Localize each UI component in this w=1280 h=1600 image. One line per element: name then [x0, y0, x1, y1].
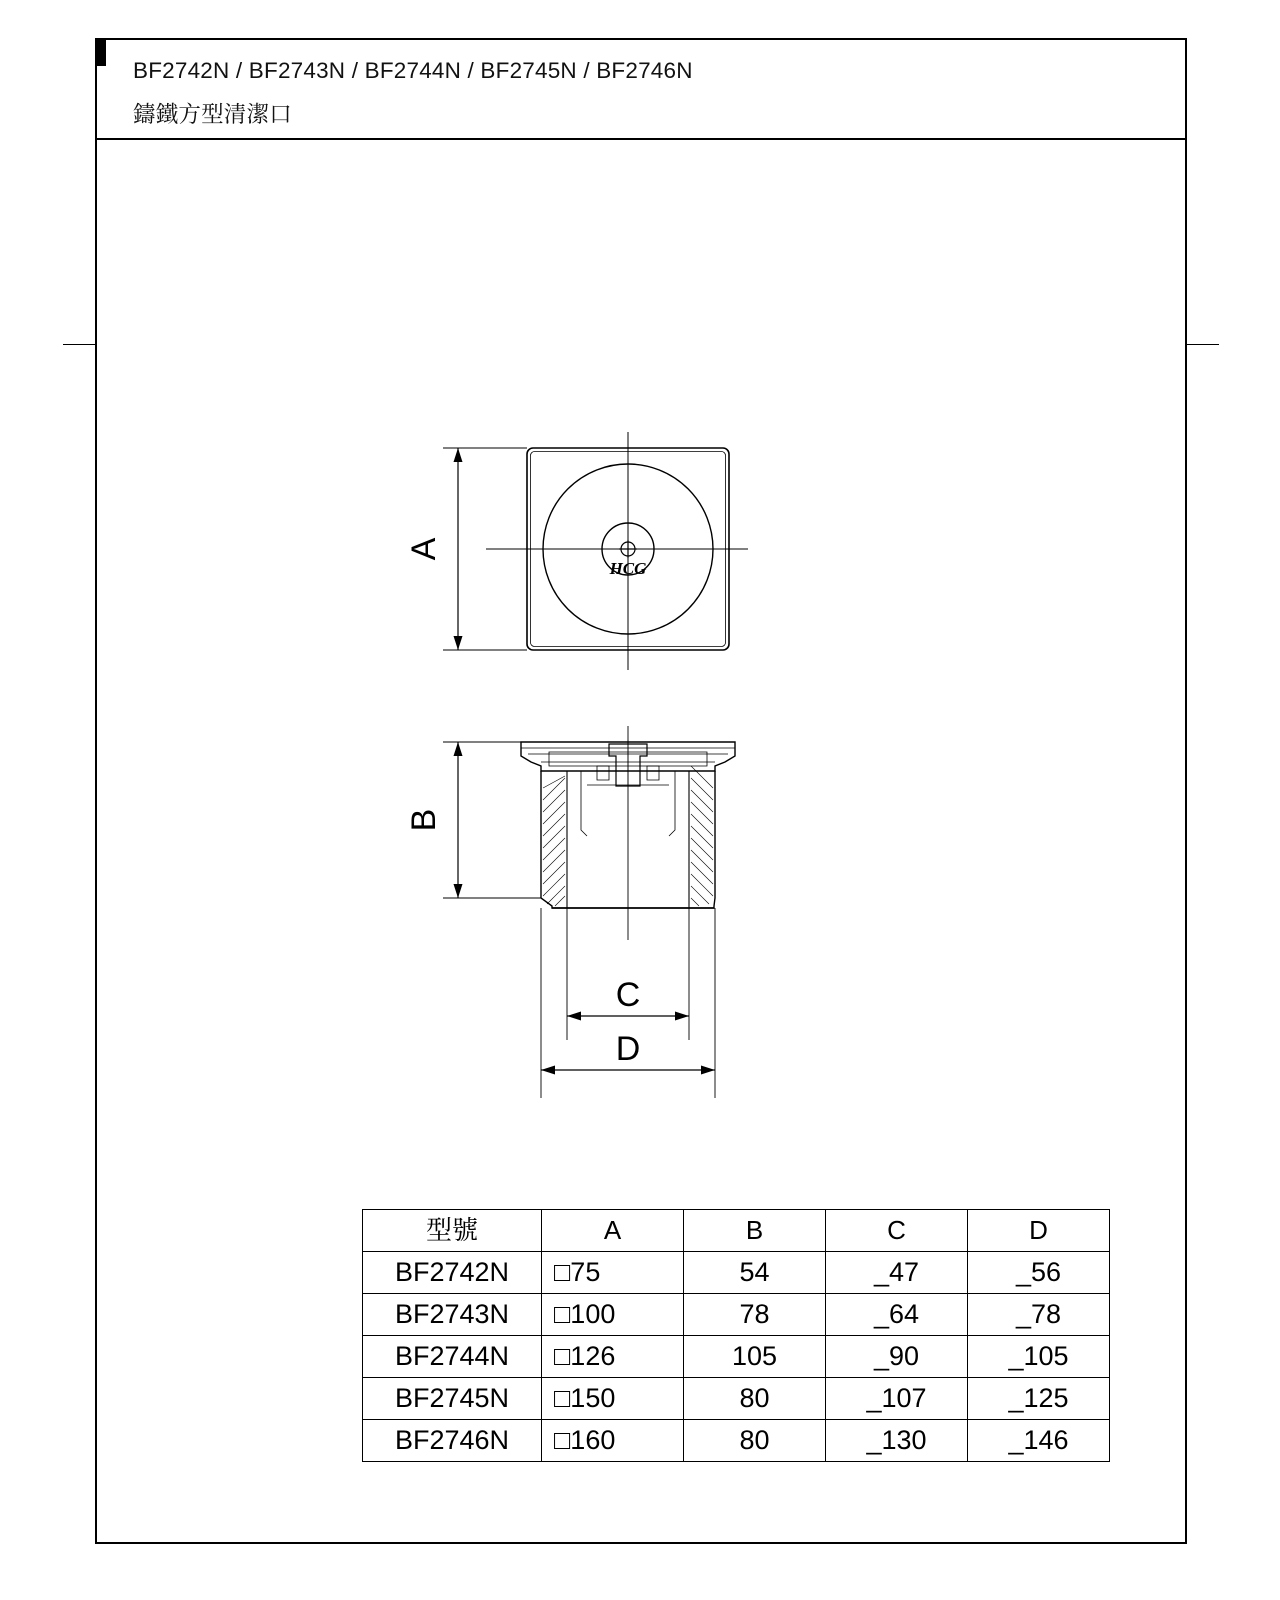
- top-view-square-plate: [527, 448, 729, 650]
- cell-d: _78: [968, 1294, 1110, 1336]
- dimension-c-label: C: [615, 976, 641, 1014]
- top-view-screw-head: [619, 540, 637, 558]
- table-row: [363, 1252, 1110, 1294]
- dimension-extension-lines: [541, 908, 715, 1098]
- cell-model: BF2746N: [363, 1420, 542, 1462]
- hcg-logo-text: HCG: [609, 559, 647, 578]
- dimension-a: [443, 448, 527, 650]
- cell-c: _64: [826, 1294, 968, 1336]
- header-d: D: [968, 1210, 1110, 1252]
- table-row: [363, 1336, 1110, 1378]
- cell-c: _130: [826, 1420, 968, 1462]
- cell-model: BF2745N: [363, 1378, 542, 1420]
- section-hatch-left: [543, 776, 565, 906]
- cell-c: _47: [826, 1252, 968, 1294]
- title-block: [97, 40, 1185, 140]
- cell-d: _56: [968, 1252, 1110, 1294]
- table-row: [363, 1378, 1110, 1420]
- registration-tick-right: [1187, 344, 1219, 345]
- specification-table: [362, 1209, 1110, 1462]
- product-name: 鑄鐵方型清潔口: [133, 102, 292, 127]
- header-c: C: [826, 1210, 968, 1252]
- cell-a: □160: [542, 1420, 684, 1462]
- drawing-sheet: [95, 38, 1187, 1544]
- section-view-body: [521, 740, 735, 908]
- cell-c: _107: [826, 1378, 968, 1420]
- header-model: 型號: [363, 1210, 542, 1252]
- registration-tick-left: [63, 344, 95, 345]
- cell-model: BF2743N: [363, 1294, 542, 1336]
- cell-a: □126: [542, 1336, 684, 1378]
- cell-d: _146: [968, 1420, 1110, 1462]
- title-accent-mark: [97, 40, 106, 66]
- dimension-b-label: B: [405, 808, 443, 832]
- cell-d: _125: [968, 1378, 1110, 1420]
- cell-model: BF2742N: [363, 1252, 542, 1294]
- top-view-inner-circle: [602, 523, 654, 575]
- dimension-c: [567, 1012, 689, 1021]
- cell-model: BF2744N: [363, 1336, 542, 1378]
- cell-c: _90: [826, 1336, 968, 1378]
- dimension-d-label: D: [615, 1030, 641, 1068]
- dimension-d: [541, 1066, 715, 1075]
- top-view-outer-circle: [543, 464, 713, 634]
- header-b: B: [684, 1210, 826, 1252]
- cell-d: _105: [968, 1336, 1110, 1378]
- table-row: [363, 1294, 1110, 1336]
- cell-b: 78: [684, 1294, 826, 1336]
- cell-b: 80: [684, 1420, 826, 1462]
- dimension-a-label: A: [405, 537, 443, 561]
- table-row: [363, 1420, 1110, 1462]
- table-header-row: [363, 1210, 1110, 1252]
- cell-b: 80: [684, 1378, 826, 1420]
- section-hatch-right: [691, 766, 713, 906]
- cell-a: □100: [542, 1294, 684, 1336]
- header-a: A: [542, 1210, 684, 1252]
- cell-a: □150: [542, 1378, 684, 1420]
- cell-b: 105: [684, 1336, 826, 1378]
- cell-b: 54: [684, 1252, 826, 1294]
- cell-a: □75: [542, 1252, 684, 1294]
- product-model-list: BF2742N / BF2743N / BF2744N / BF2745N / BF2746N: [133, 58, 693, 83]
- top-view-centerlines: [486, 432, 748, 670]
- dimension-b: [443, 742, 541, 898]
